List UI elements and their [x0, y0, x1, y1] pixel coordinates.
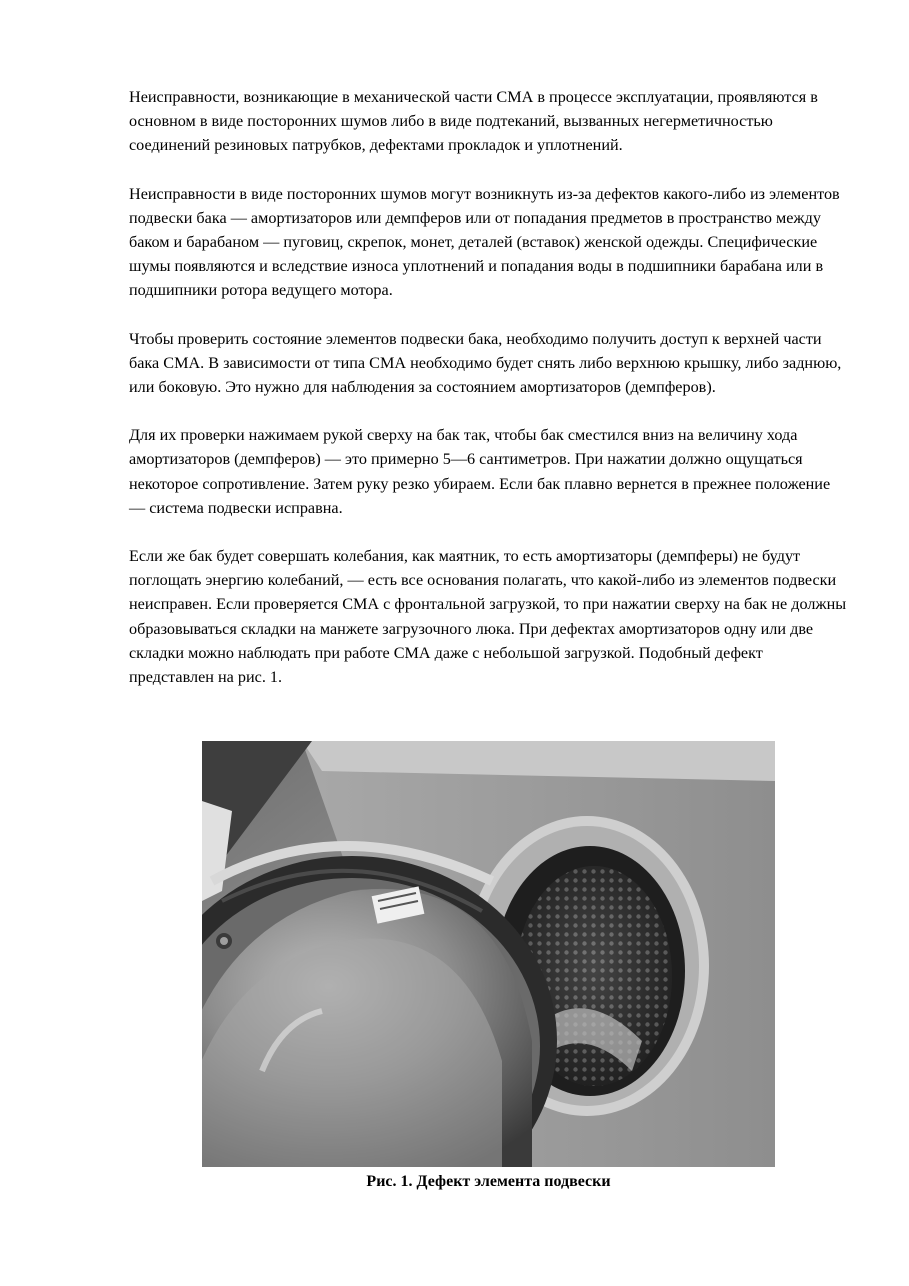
figure-caption: Рис. 1. Дефект элемента подвески — [366, 1173, 611, 1190]
figure-photo — [202, 741, 775, 1167]
paragraph-1: Неисправности, возникающие в механической части СМА в процессе эксплуатации, проявляются в основном в виде посторонних шумов либо в виде подтеканий, вызванных негерметичностью соединений резиновых патрубков, дефектами прокладок и уплотнений. — [129, 88, 818, 155]
article-body — [129, 85, 849, 713]
paragraph-2: Неисправности в виде посторонних шумов могут возникнуть из-за дефектов какого-либо из элементов подвески бака — амортизаторов или демпферов или от попадания предметов в пространство между баком и барабаном — пуговиц, скрепок, монет, деталей (вставок) женской одежды. Специфические шумы появляются и вследствие износа уплотнений и попадания воды в подшипники барабана или в подшипники ротора ведущего мотора. — [129, 184, 840, 300]
paragraph-5: Если же бак будет совершать колебания, как маятник, то есть амортизаторы (демпферы) не будут поглощать энергию колебаний, — есть все основания полагать, что какой-либо из элементов подвески неисправен. Если проверяется СМА с фронтальной загрузкой, то при нажатии сверху на бак не должны образовываться складки на манжете загрузочного люка. При дефектах амортизаторов одну или две складки можно наблюдать при работе СМА даже с небольшой загрузкой. Подобный дефект представлен на рис. 1. — [129, 547, 847, 687]
paragraph-3: Чтобы проверить состояние элементов подвески бака, необходимо получить доступ к верхней части бака СМА. В зависимости от типа СМА необходимо будет снять либо верхнюю крышку, либо заднюю, или боковую. Это нужно для наблюдения за состоянием амортизаторов (демпферов). — [129, 329, 842, 397]
washing-machine-photo — [202, 741, 775, 1167]
paragraph-4: Для их проверки нажимаем рукой сверху на бак так, чтобы бак сместился вниз на величину хода амортизаторов (демпферов) — это примерно 5—6 сантиметров. При нажатии должно ощущаться некоторое сопротивление. Затем руку резко убираем. Если бак плавно вернется в прежнее положение — система подвески исправна. — [129, 426, 831, 517]
